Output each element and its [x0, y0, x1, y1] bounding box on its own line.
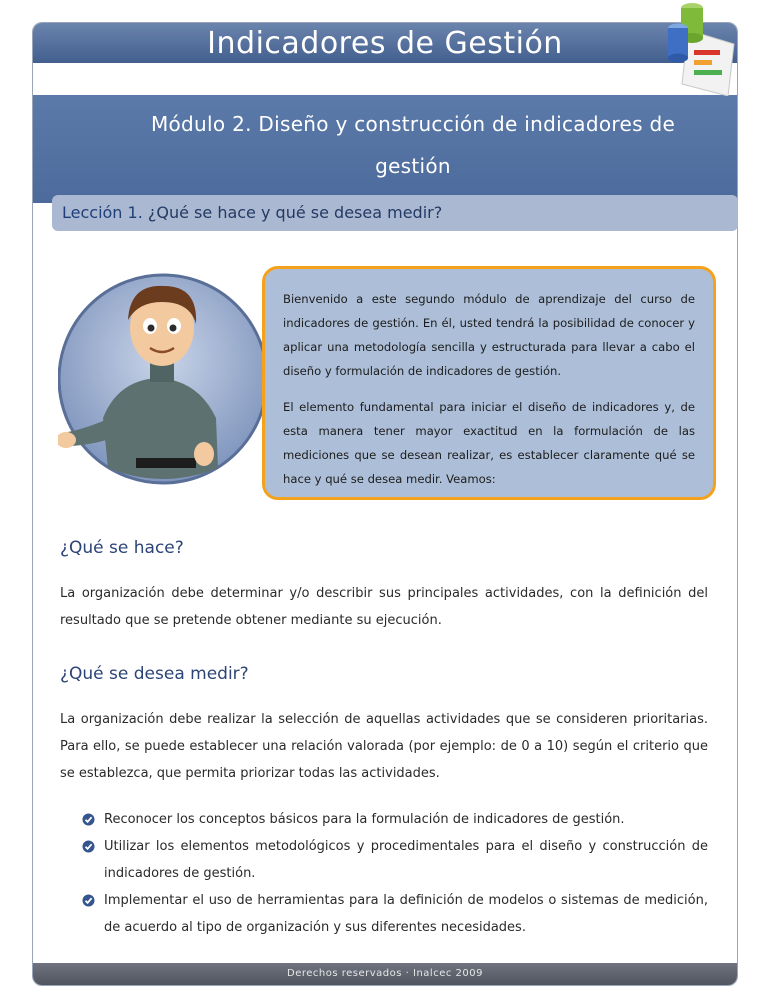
check-badge-icon [82, 840, 95, 853]
list-item-text: Reconocer los conceptos básicos para la formulación de indicadores de gestión. [104, 812, 625, 827]
list-item-text: Implementar el uso de herramientas para la definición de modelos o sistemas de medición, de acuerdo al tipo de organización y sus diferentes necesidades. [104, 893, 708, 935]
section-text-que-se-desea-medir: La organización debe realizar la selección de aquellas actividades que se consideren prioritarias. Para ello, se puede establecer una relación valorada (por ejemplo: de 0 a 10) según el criterio que se establezca, que permita priorizar todas las actividades. [60, 712, 708, 781]
module-name: Diseño y construcción de indicadores de gestión [258, 112, 676, 178]
check-badge-icon [82, 894, 95, 907]
module-banner [33, 95, 737, 203]
page-title: Indicadores de Gestión [207, 26, 563, 61]
database-chart-icon [648, 0, 744, 96]
list-item [82, 887, 708, 941]
intro-paragraph: Bienvenido a este segundo módulo de aprendizaje del curso de indicadores de gestión. En él, usted tendrá la posibilidad de conocer y aplicar una metodología sencilla y estructurada para llevar a cabo el diseño y formulación de indicadores de gestión. [283, 292, 695, 378]
list-item-text: Utilizar los elementos metodológicos y procedimentales para el diseño y construcción de indicadores de gestión. [104, 839, 708, 881]
intro-text [283, 287, 695, 503]
module-label: Módulo 2. [150, 112, 252, 136]
intro-speech-bubble [262, 266, 716, 500]
section-heading-que-se-hace: ¿Qué se hace? [60, 538, 184, 558]
lesson-bar [52, 195, 738, 231]
lesson-title [62, 195, 442, 231]
page-header [33, 23, 737, 63]
section-heading-que-se-desea-medir: ¿Qué se desea medir? [60, 664, 249, 684]
lesson-question: ¿Qué se hace y qué se desea medir? [147, 203, 443, 222]
section-text-que-se-hace: La organización debe determinar y/o describir sus principales actividades, con la definición del resultado que se pretende obtener mediante su ejecución. [60, 586, 708, 628]
footer-copyright: Derechos reservados · Inalcec 2009 [287, 968, 483, 979]
check-badge-icon [82, 813, 95, 826]
cartoon-man-illustration [58, 268, 268, 490]
objectives-list [82, 806, 708, 941]
list-item [82, 833, 708, 887]
intro-paragraph: El elemento fundamental para iniciar el diseño de indicadores y, de esta manera tener mayor exactitud en la formulación de las mediciones que se desean realizar, es establecer claramente qué se hace y qué se desea medir. Veamos: [283, 400, 695, 486]
page-footer [33, 963, 737, 985]
lesson-label: Lección 1. [62, 203, 143, 222]
module-title [123, 103, 703, 187]
list-item [82, 806, 708, 833]
